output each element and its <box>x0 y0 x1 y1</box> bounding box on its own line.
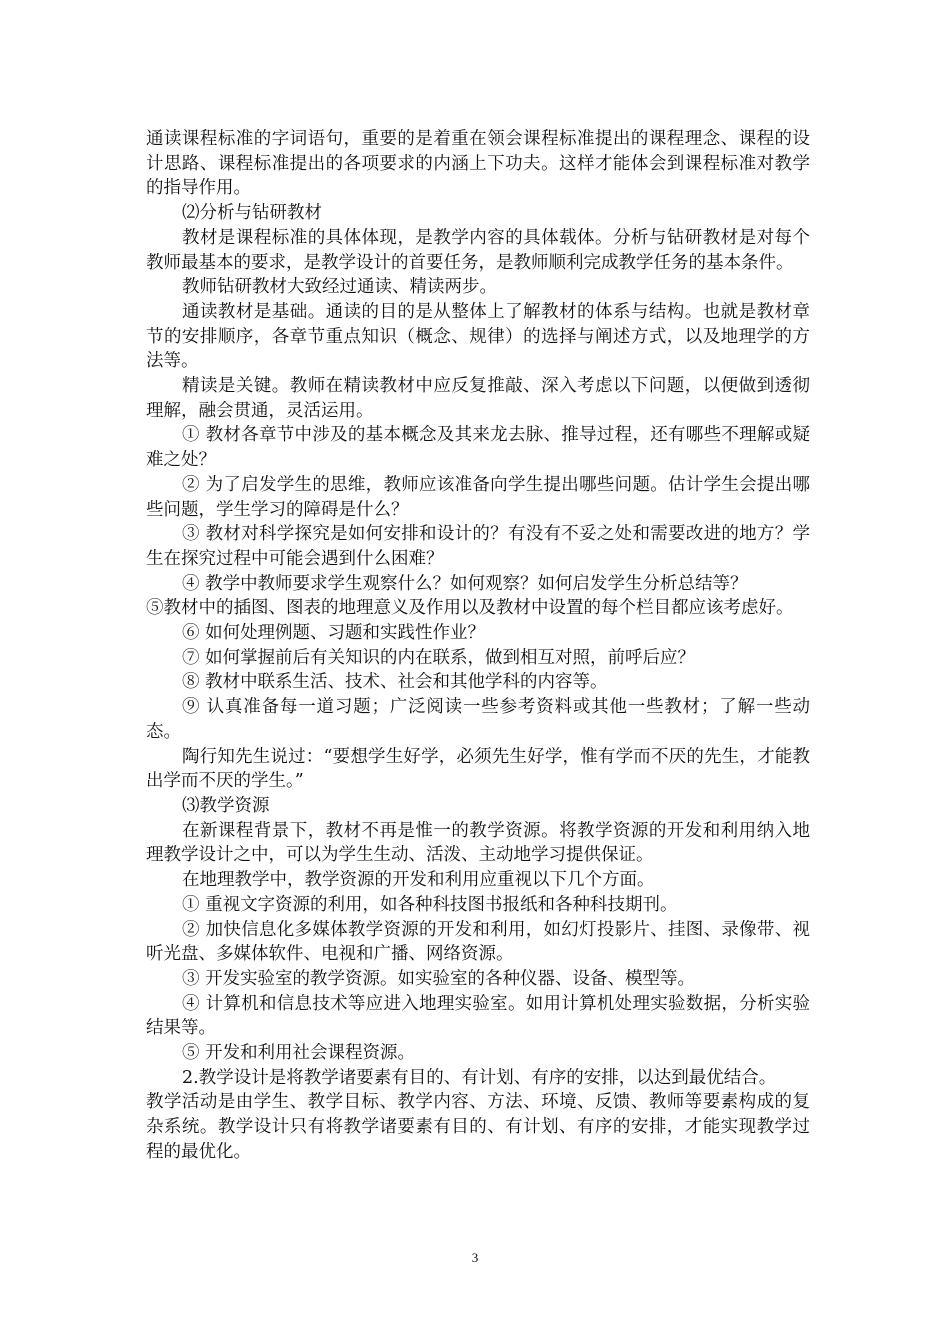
paragraph: 精读是关键。教师在精读教材中应反复推敲、深入考虑以下问题，以便做到透彻理解，融会贯通，灵活运用。 <box>146 376 810 421</box>
paragraph: 教学活动是由学生、教学目标、教学内容、方法、环境、反馈、教师等要素构成的复杂系统。教学设计只有将教学诸要素有目的、有计划、有序的安排，才能实现教学过程的最优化。 <box>146 1092 810 1162</box>
list-item: ⑤ 开发和利用社会课程资源。 <box>182 1043 416 1064</box>
paragraph: 通读教材是基础。通读的目的是从整体上了解教材的体系与结构。也就是教材章节的安排顺序，各章节重点知识（概念、规律）的选择与阐述方式，以及地理学的方法等。 <box>146 301 810 372</box>
list-item: ② 加快信息化多媒体教学资源的开发和利用，如幻灯投影片、挂图、录像带、视听光盘、多媒体软件、电视和广播、网络资源。 <box>146 919 810 965</box>
body-text <box>146 127 810 1165</box>
list-item: ② 为了启发学生的思维，教师应该准备向学生提出哪些问题。估计学生会提出哪些问题，学生学习的障碍是什么？ <box>146 474 810 520</box>
section-heading: ⑵分析与钻研教材 <box>182 203 322 224</box>
paragraph: 教师钻研教材大致经过通读、精读两步。 <box>182 277 497 298</box>
list-item: ① 重视文字资源的利用，如各种科技图书报纸和各种科技期刊。 <box>182 894 678 915</box>
list-item: ⑧ 教材中联系生活、技术、社会和其他学科的内容等。 <box>182 672 608 693</box>
list-item: ⑦ 如何掌握前后有关知识的内在联系，做到相互对照，前呼后应？ <box>182 647 696 668</box>
page-number: 3 <box>471 1250 479 1265</box>
paragraph: 教材是课程标准的具体体现，是教学内容的具体载体。分析与钻研教材是对每个教师最基本的要求，是教学设计的首要任务，是教师顺利完成教学任务的基本条件。 <box>146 227 810 273</box>
list-item: ③ 教材对科学探究是如何安排和设计的？有没有不妥之处和需要改进的地方？学生在探究过程中可能会遇到什么困难？ <box>146 524 810 569</box>
list-item: ⑥ 如何处理例题、习题和实践性作业？ <box>182 623 486 644</box>
paragraph: 在新课程背景下，教材不再是惟一的教学资源。将教学资源的开发和利用纳入地理教学设计之中，可以为学生生动、活泼、主动地学习提供保证。 <box>146 820 810 866</box>
list-item: ④ 计算机和信息技术等应进入地理实验室。如用计算机处理实验数据，分析实验结果等。 <box>146 993 810 1039</box>
list-item: ④ 教学中教师要求学生观察什么？如何观察？如何启发学生分析总结等？ <box>182 573 748 594</box>
list-item: ⑨ 认真准备每一道习题；广泛阅读一些参考资料或其他一些教材；了解一些动态。 <box>146 697 810 742</box>
numbered-point: 2.教学设计是将教学诸要素有目的、有计划、有序的安排，以达到最优结合。 <box>182 1067 777 1088</box>
quote-paragraph: 陶行知先生说过：“要想学生好学，必须先生好学，惟有学而不厌的先生，才能教出学而不厌的学生。” <box>146 746 810 792</box>
paragraph: 在地理教学中，教学资源的开发和利用应重视以下几个方面。 <box>182 870 655 891</box>
list-item: ③ 开发实验室的教学资源。如实验室的各种仪器、设备、模型等。 <box>182 968 696 989</box>
section-heading: ⑶教学资源 <box>182 795 270 816</box>
list-item: ① 教材各章节中涉及的基本概念及其来龙去脉、推导过程，还有哪些不理解或疑难之处？ <box>146 425 810 471</box>
list-item: ⑤教材中的插图、图表的地理意义及作用以及教材中设置的每个栏目都应该考虑好。 <box>146 598 794 619</box>
paragraph: 通读课程标准的字词语句，重要的是着重在领会课程标准提出的课程理念、课程的设计思路、课程标准提出的各项要求的内涵上下功夫。这样才能体会到课程标准对教学的指导作用。 <box>146 129 810 199</box>
